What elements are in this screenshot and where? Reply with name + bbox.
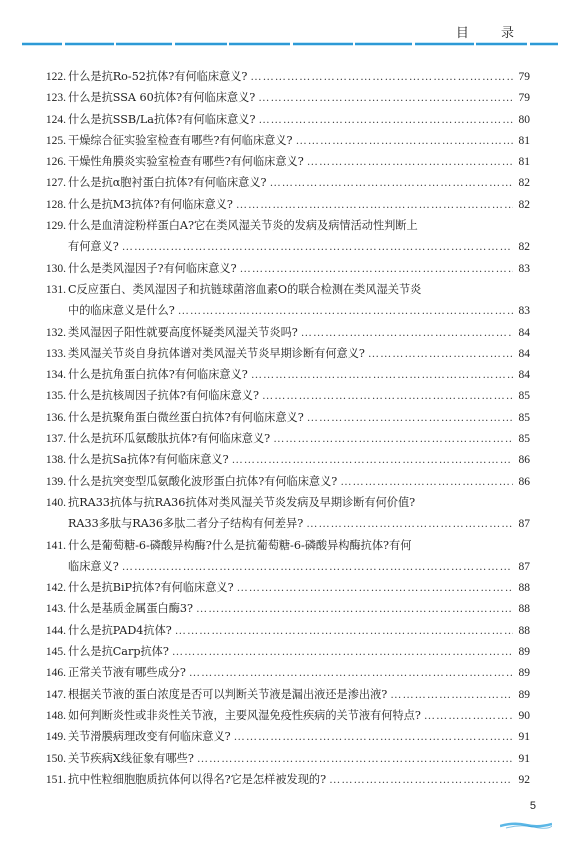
toc-entry-line [36,620,530,641]
dot-leader [424,706,513,727]
toc-entry-title: 什么是葡萄糖-6-磷酸异构酶?什么是抗葡萄糖-6-磷酸异构酶抗体?有何 [68,538,412,552]
toc-entry-page: 79 [518,92,530,105]
toc-entry-title: 关节滑膜病理改变有何临床意义? [68,730,231,744]
dot-leader [250,67,513,88]
dot-leader [196,599,513,620]
toc-entry-line [36,258,530,279]
toc-entry-line [36,215,530,236]
toc-entry-line [36,726,530,747]
toc-entry-number: 140. [45,496,66,509]
toc-entry-page: 81 [518,156,530,169]
toc-entry-title: 根据关节液的蛋白浓度是否可以判断关节液是漏出液还是渗出液? [68,687,388,701]
toc-entry[interactable] [36,769,530,790]
toc-entry-page: 85 [518,433,530,446]
dot-leader [178,301,513,322]
toc-entry-title: 什么是抗角蛋白抗体?有何临床意义? [68,368,248,382]
footer-decorative-band [500,814,552,833]
toc-entry-number: 128. [45,198,66,211]
toc-entry-number: 149. [45,731,66,744]
dot-leader [270,173,513,194]
toc-entry-number: 125. [45,134,66,147]
toc-entry-line [36,172,530,193]
toc-entry-number: 136. [45,411,66,424]
toc-entry-number: 144. [45,624,66,637]
toc-entry-page: 82 [518,241,530,254]
toc-entry[interactable] [36,726,530,747]
toc-entry-page: 90 [518,709,530,722]
toc-entry-number: 151. [45,773,66,786]
toc-entry-title: 类风湿因子阳性就要高度怀疑类风湿关节炎吗? [68,325,298,339]
toc-entry[interactable] [36,385,530,406]
dot-leader [175,621,513,642]
toc-entry-title: 什么是基质金属蛋白酶3? [68,602,193,616]
toc-entry-line [36,577,530,598]
toc-entry-page: 85 [518,411,530,424]
toc-entry-continuation [36,513,530,534]
toc-entry-page: 85 [518,390,530,403]
toc-entry-page: 84 [518,369,530,382]
toc-entry-line [36,279,530,300]
toc-entry-number: 130. [45,262,66,275]
toc-entry-title: 什么是血清淀粉样蛋白A?它在类风湿关节炎的发病及病情活动性判断上 [68,219,418,233]
toc-entry-title: 什么是抗BiP抗体?有何临床意义? [68,581,234,595]
toc-entry[interactable] [36,343,530,364]
toc-entry-title: 什么是抗α胞衬蛋白抗体?有何临床意义? [68,176,267,190]
toc-entry-title: 什么是抗环瓜氨酸肽抗体?有何临床意义? [68,432,271,446]
toc-entry-line [36,87,530,108]
dot-leader [237,578,513,599]
toc-entry-number: 126. [45,156,66,169]
toc-entry-page: 91 [518,731,530,744]
toc-entry-number: 127. [45,177,66,190]
toc-entry-title: 中的临床意义是什么? [68,304,175,318]
dot-leader [301,323,513,344]
toc-entry-title: 什么是抗M3抗体?有何临床意义? [68,197,233,211]
toc-entry-title: 什么是抗Carp抗体? [68,645,169,659]
toc-entry-number: 148. [45,709,66,722]
toc-entry[interactable] [36,449,530,470]
dot-leader [306,514,513,535]
toc-entry-title: 什么是抗SSA 60抗体?有何临床意义? [68,91,256,105]
toc-entry-title: 什么是抗Sa抗体?有何临床意义? [68,453,229,467]
toc-entry-line [36,109,530,130]
dot-leader [234,727,513,748]
toc-entry-title: 干燥综合征实验室检查有哪些?有何临床意义? [68,133,293,147]
toc-entry[interactable] [36,130,530,151]
toc-entry-number: 146. [45,667,66,680]
toc-entry-page: 84 [518,347,530,360]
toc-entry-title: 关节疾病X线征象有哪些? [68,751,194,765]
toc-entry-number: 132. [45,326,66,339]
dot-leader [340,472,513,493]
toc-entry-line [36,641,530,662]
dot-leader [296,131,513,152]
toc-entry-line [36,535,530,556]
toc-entry-page: 87 [518,518,530,531]
toc-entry-number: 141. [45,539,66,552]
toc-entry[interactable] [36,471,530,492]
toc-entry-title: 什么是抗核周因子抗体?有何临床意义? [68,389,259,403]
toc-entry-continuation [36,236,530,257]
dot-leader [189,663,513,684]
toc-entry-number: 137. [45,433,66,446]
toc-entry-line [36,492,530,513]
toc-entry[interactable] [36,705,530,726]
toc-entry-continuation [36,556,530,577]
toc-entry-page: 80 [518,113,530,126]
toc-entry-line [36,130,530,151]
toc-entry[interactable] [36,151,530,172]
toc-entry-page: 81 [518,134,530,147]
toc-entry[interactable] [36,322,530,343]
toc-entry-page: 88 [518,624,530,637]
toc-entry[interactable] [36,641,530,662]
page-number: 5 [529,800,536,812]
toc-entry-page: 79 [518,71,530,83]
dot-leader [329,770,513,791]
toc-entry-number: 122. [45,71,66,83]
toc-entry-number: 147. [45,688,66,701]
toc-entry[interactable] [36,428,530,449]
toc-entry-title: 什么是类风湿因子?有何临床意义? [68,261,237,275]
toc-entry[interactable] [36,492,530,535]
toc-entry[interactable] [36,620,530,641]
toc-entry-title: 正常关节液有哪些成分? [68,666,186,680]
toc-entry-line [36,598,530,619]
toc-entry-title: 什么是抗突变型瓜氨酸化波形蛋白抗体?有何临床意义? [68,474,338,488]
toc-entry-number: 143. [45,603,66,616]
toc-entry-line [36,705,530,726]
toc-entry[interactable] [36,535,530,578]
toc-entry[interactable] [36,87,530,108]
toc-entry-line [36,748,530,769]
toc-entry-number: 129. [45,220,66,233]
toc-entry-number: 145. [45,646,66,659]
toc-entry[interactable] [36,172,530,193]
toc-entry-number: 135. [45,390,66,403]
dot-leader [258,88,513,109]
toc-entry-title: C反应蛋白、类风湿因子和抗链球菌溶血素O的联合检测在类风湿关节炎 [68,282,422,296]
toc-entry-number: 142. [45,582,66,595]
toc-entry-continuation [36,300,530,321]
toc-entry-title: 临床意义? [68,559,119,573]
dot-leader [258,110,513,131]
toc-entry-line [36,684,530,705]
toc-entry-page: 87 [518,560,530,573]
toc-entry-title: 如何判断炎性或非炎性关节液，主要风湿免疫性疾病的关节液有何特点? [68,708,421,722]
toc-entry[interactable] [36,662,530,683]
toc-entry[interactable] [36,194,530,215]
toc-entry-page: 91 [518,752,530,765]
toc-entry-page: 88 [518,582,530,595]
toc-entry-line [36,385,530,406]
toc-entry-title: 什么是抗PAD4抗体? [68,623,172,637]
toc-entry-page: 89 [518,646,530,659]
toc-entry-number: 139. [45,475,66,488]
toc-entry[interactable] [36,279,530,322]
dot-leader [368,344,513,365]
dot-leader [390,685,513,706]
dot-leader [232,450,513,471]
toc-entry-line [36,343,530,364]
table-of-contents [36,66,530,790]
dot-leader [273,429,513,450]
toc-entry-number: 131. [45,283,66,296]
toc-entry-line [36,407,530,428]
toc-entry-number: 150. [45,752,66,765]
toc-entry-title: 什么是抗SSB/La抗体?有何临床意义? [68,112,256,126]
toc-entry-line [36,151,530,172]
toc-entry-title: 什么是抗聚角蛋白微丝蛋白抗体?有何临床意义? [68,410,304,424]
page-header-title: 目 录 [455,26,528,41]
header-decorative-band [22,39,558,49]
toc-entry[interactable] [36,364,530,385]
toc-entry[interactable] [36,748,530,769]
toc-entry-number: 123. [45,92,66,105]
dot-leader [307,408,513,429]
toc-entry-title: 有何意义? [68,240,119,254]
toc-entry-title: 类风湿关节炎自身抗体谱对类风湿关节炎早期诊断有何意义? [68,346,365,360]
toc-entry-page: 92 [518,773,530,786]
toc-entry[interactable] [36,407,530,428]
dot-leader [240,259,513,280]
toc-entry-page: 83 [518,305,530,318]
dot-leader [122,237,513,258]
toc-entry-title: 抗RA33抗体与抗RA36抗体对类风湿关节炎发病及早期诊断有何价值? [68,495,416,509]
toc-entry-line [36,471,530,492]
toc-entry-number: 138. [45,454,66,467]
toc-entry-line [36,769,530,790]
toc-entry-line [36,428,530,449]
toc-entry-page: 86 [518,475,530,488]
toc-entry-page: 83 [518,262,530,275]
toc-entry[interactable] [36,684,530,705]
toc-entry-page: 89 [518,688,530,701]
toc-entry-line [36,66,530,87]
toc-entry-line [36,194,530,215]
toc-entry-page: 82 [518,198,530,211]
toc-entry-number: 124. [45,113,66,126]
toc-entry[interactable] [36,258,530,279]
toc-entry-title: 抗中性粒细胞胞质抗体何以得名?它是怎样被发现的? [68,772,327,786]
toc-entry-line [36,364,530,385]
toc-entry-number: 133. [45,347,66,360]
toc-entry-page: 84 [518,326,530,339]
toc-entry[interactable] [36,66,530,87]
toc-entry-title: 干燥性角膜炎实验室检查有哪些?有何临床意义? [68,155,304,169]
toc-entry-page: 89 [518,667,530,680]
toc-entry-page: 82 [518,177,530,190]
dot-leader [172,642,513,663]
toc-entry-title: RA33多肽与RA36多肽二者分子结构有何差异? [68,517,304,531]
dot-leader [307,152,513,173]
dot-leader [122,557,513,578]
toc-entry[interactable] [36,577,530,598]
toc-entry-line [36,662,530,683]
dot-leader [236,195,513,216]
toc-entry[interactable] [36,598,530,619]
toc-entry-title: 什么是抗Ro-52抗体?有何临床意义? [68,70,248,83]
toc-entry[interactable] [36,109,530,130]
toc-entry-page: 86 [518,454,530,467]
toc-entry-line [36,449,530,470]
dot-leader [262,386,513,407]
toc-entry[interactable] [36,215,530,258]
toc-entry-line [36,322,530,343]
toc-entry-number: 134. [45,369,66,382]
dot-leader [197,749,513,770]
toc-entry-page: 88 [518,603,530,616]
dot-leader [251,365,513,386]
